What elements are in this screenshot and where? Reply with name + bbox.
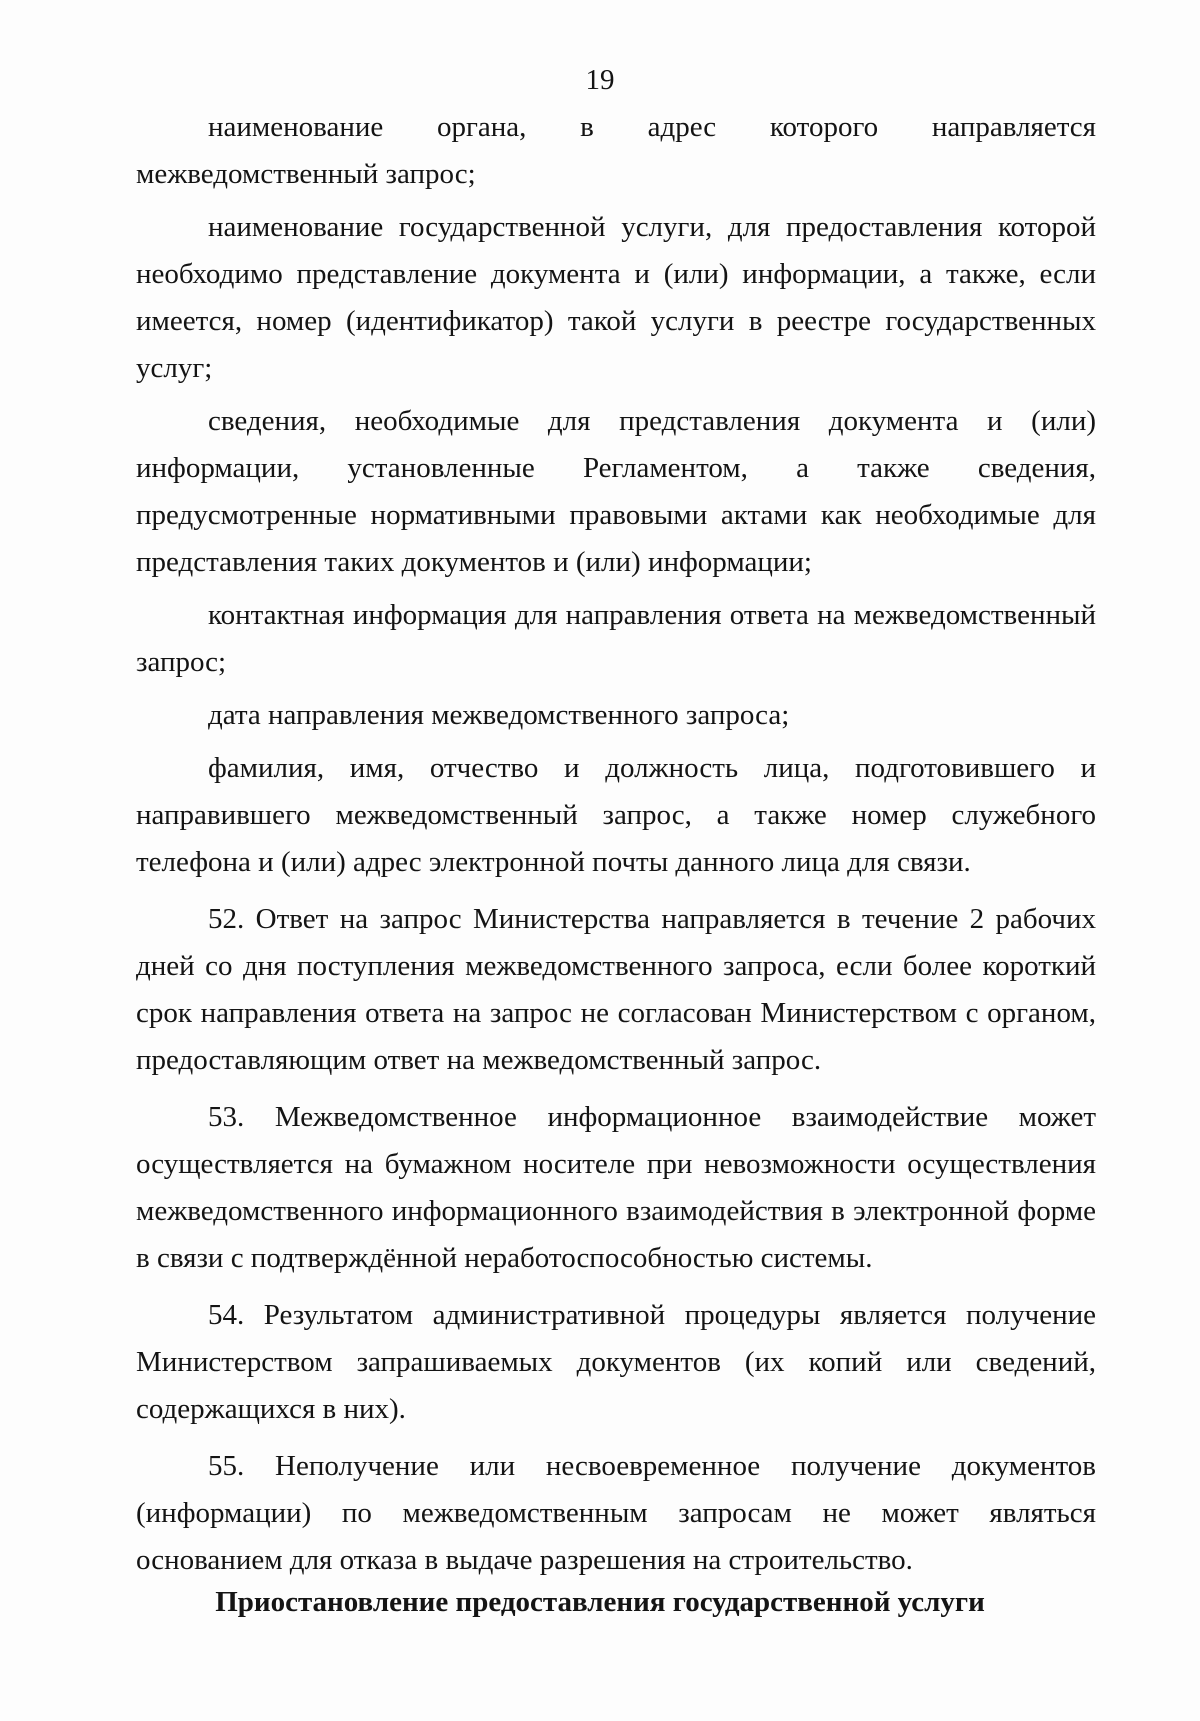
paragraph-required-info: сведения, необходимые для представления документа и (или) информации, установленные Регламентом, а также сведения, предусмотренные нормативными правовыми актами как необходимые для представления таких документов и (или) информации; <box>136 405 1096 578</box>
paragraph-52: 52. Ответ на запрос Министерства направляется в течение 2 рабочих дней со дня поступления межведомственного запроса, если более короткий срок направления ответа на запрос не согласован Министерством с органом, предоставляющим ответ на межведомственный запрос. <box>136 903 1096 1076</box>
page-number: 19 <box>585 64 615 96</box>
paragraph-service-name: наименование государственной услуги, для предоставления которой необходимо представление документа и (или) информации, а также, если имеется, номер (идентификатор) такой услуги в реестре государственных услуг; <box>136 211 1096 384</box>
paragraph-request-date: дата направления межведомственного запроса; <box>208 699 790 731</box>
document-body <box>136 104 1096 1584</box>
section-heading: Приостановление предоставления государственной услуги <box>215 1586 985 1618</box>
paragraph-request-recipient: наименование органа, в адрес которого направляется межведомственный запрос; <box>136 111 1096 190</box>
paragraph-responsible-person: фамилия, имя, отчество и должность лица, подготовившего и направившего межведомственный запрос, а также номер служебного телефона и (или) адрес электронной почты данного лица для связи. <box>136 752 1096 878</box>
paragraph-53: 53. Межведомственное информационное взаимодействие может осуществляется на бумажном носителе при невозможности осуществления межведомственного информационного взаимодействия в электронной форме в связи с подтверждённой неработоспособностью системы. <box>136 1101 1096 1274</box>
paragraph-contact-info: контактная информация для направления ответа на межведомственный запрос; <box>136 599 1096 678</box>
paragraph-55: 55. Неполучение или несвоевременное получение документов (информации) по межведомственным запросам не может являться основанием для отказа в выдаче разрешения на строительство. <box>136 1450 1096 1576</box>
paragraph-54: 54. Результатом административной процедуры является получение Министерством запрашиваемых документов (их копий или сведений, содержащихся в них). <box>136 1299 1096 1425</box>
